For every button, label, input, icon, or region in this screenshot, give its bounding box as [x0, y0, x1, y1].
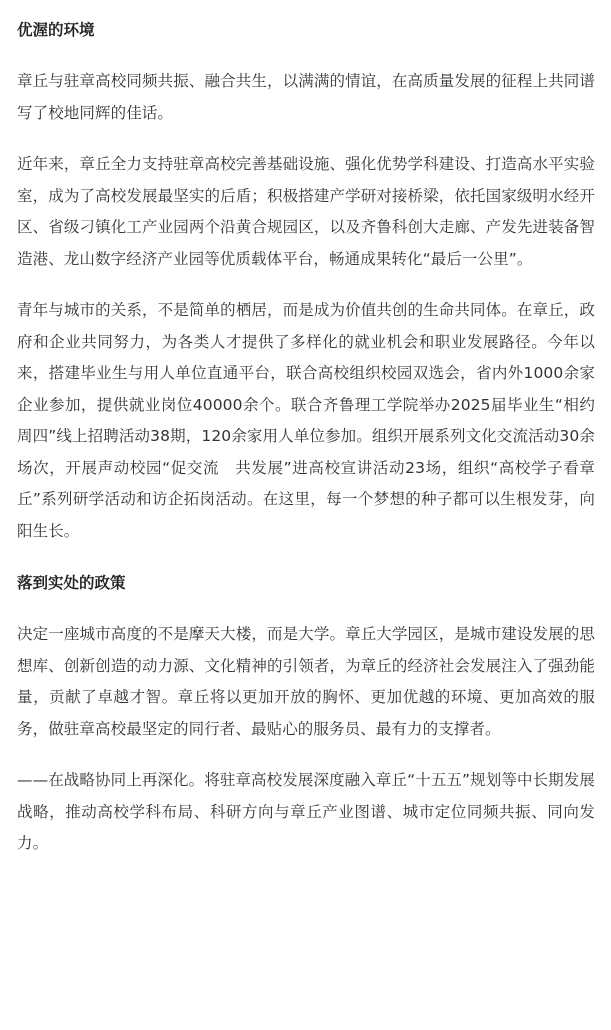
- section-heading-policy: 落到实处的政策: [17, 574, 126, 592]
- paragraph: 青年与城市的关系，不是简单的栖居，而是成为价值共创的生命共同体。在章丘，政府和企业共同努力，为各类人才提供了多样化的就业机会和职业发展路径。今年以来，搭建毕业生与用人单位直通平台，联合高校组织校园双选会，省内外1000余家企业参加，提供就业岗位40000余个。联合齐鲁理工学院举办2025届毕业生“相约周四”线上招聘活动38期，120余家用人单位参加。组织开展系列文化交流活动30余场次，开展声动校园“促交流 共发展”进高校宣讲活动23场，组织“高校学子看章丘”系列研学活动和访企拓岗活动。在这里，每一个梦想的种子都可以生根发芽，向阳生长。: [17, 301, 595, 540]
- paragraph: ——在战略协同上再深化。将驻章高校发展深度融入章丘“十五五”规划等中长期发展战略，推动高校学科布局、科研方向与章丘产业图谱、城市定位同频共振、同向发力。: [17, 771, 595, 852]
- paragraph: 近年来，章丘全力支持驻章高校完善基础设施、强化优势学科建设、打造高水平实验室，成为了高校发展最坚实的后盾；积极搭建产学研对接桥梁，依托国家级明水经开区、省级刁镇化工产业园两个沿黄合规园区，以及齐鲁科创大走廊、产发先进装备智造港、龙山数字经济产业园等优质载体平台，畅通成果转化“最后一公里”。: [17, 155, 595, 268]
- paragraph: 章丘与驻章高校同频共振、融合共生，以满满的情谊，在高质量发展的征程上共同谱写了校地同辉的佳话。: [17, 72, 595, 122]
- section-heading-environment: 优渥的环境: [17, 21, 95, 39]
- paragraph: 决定一座城市高度的不是摩天大楼，而是大学。章丘大学园区，是城市建设发展的思想库、创新创造的动力源、文化精神的引领者，为章丘的经济社会发展注入了强劲能量，贡献了卓越才智。章丘将以更加开放的胸怀、更加优越的环境、更加高效的服务，做驻章高校最坚定的同行者、最贴心的服务员、最有力的支撑者。: [17, 625, 595, 738]
- article-body: [17, 14, 595, 860]
